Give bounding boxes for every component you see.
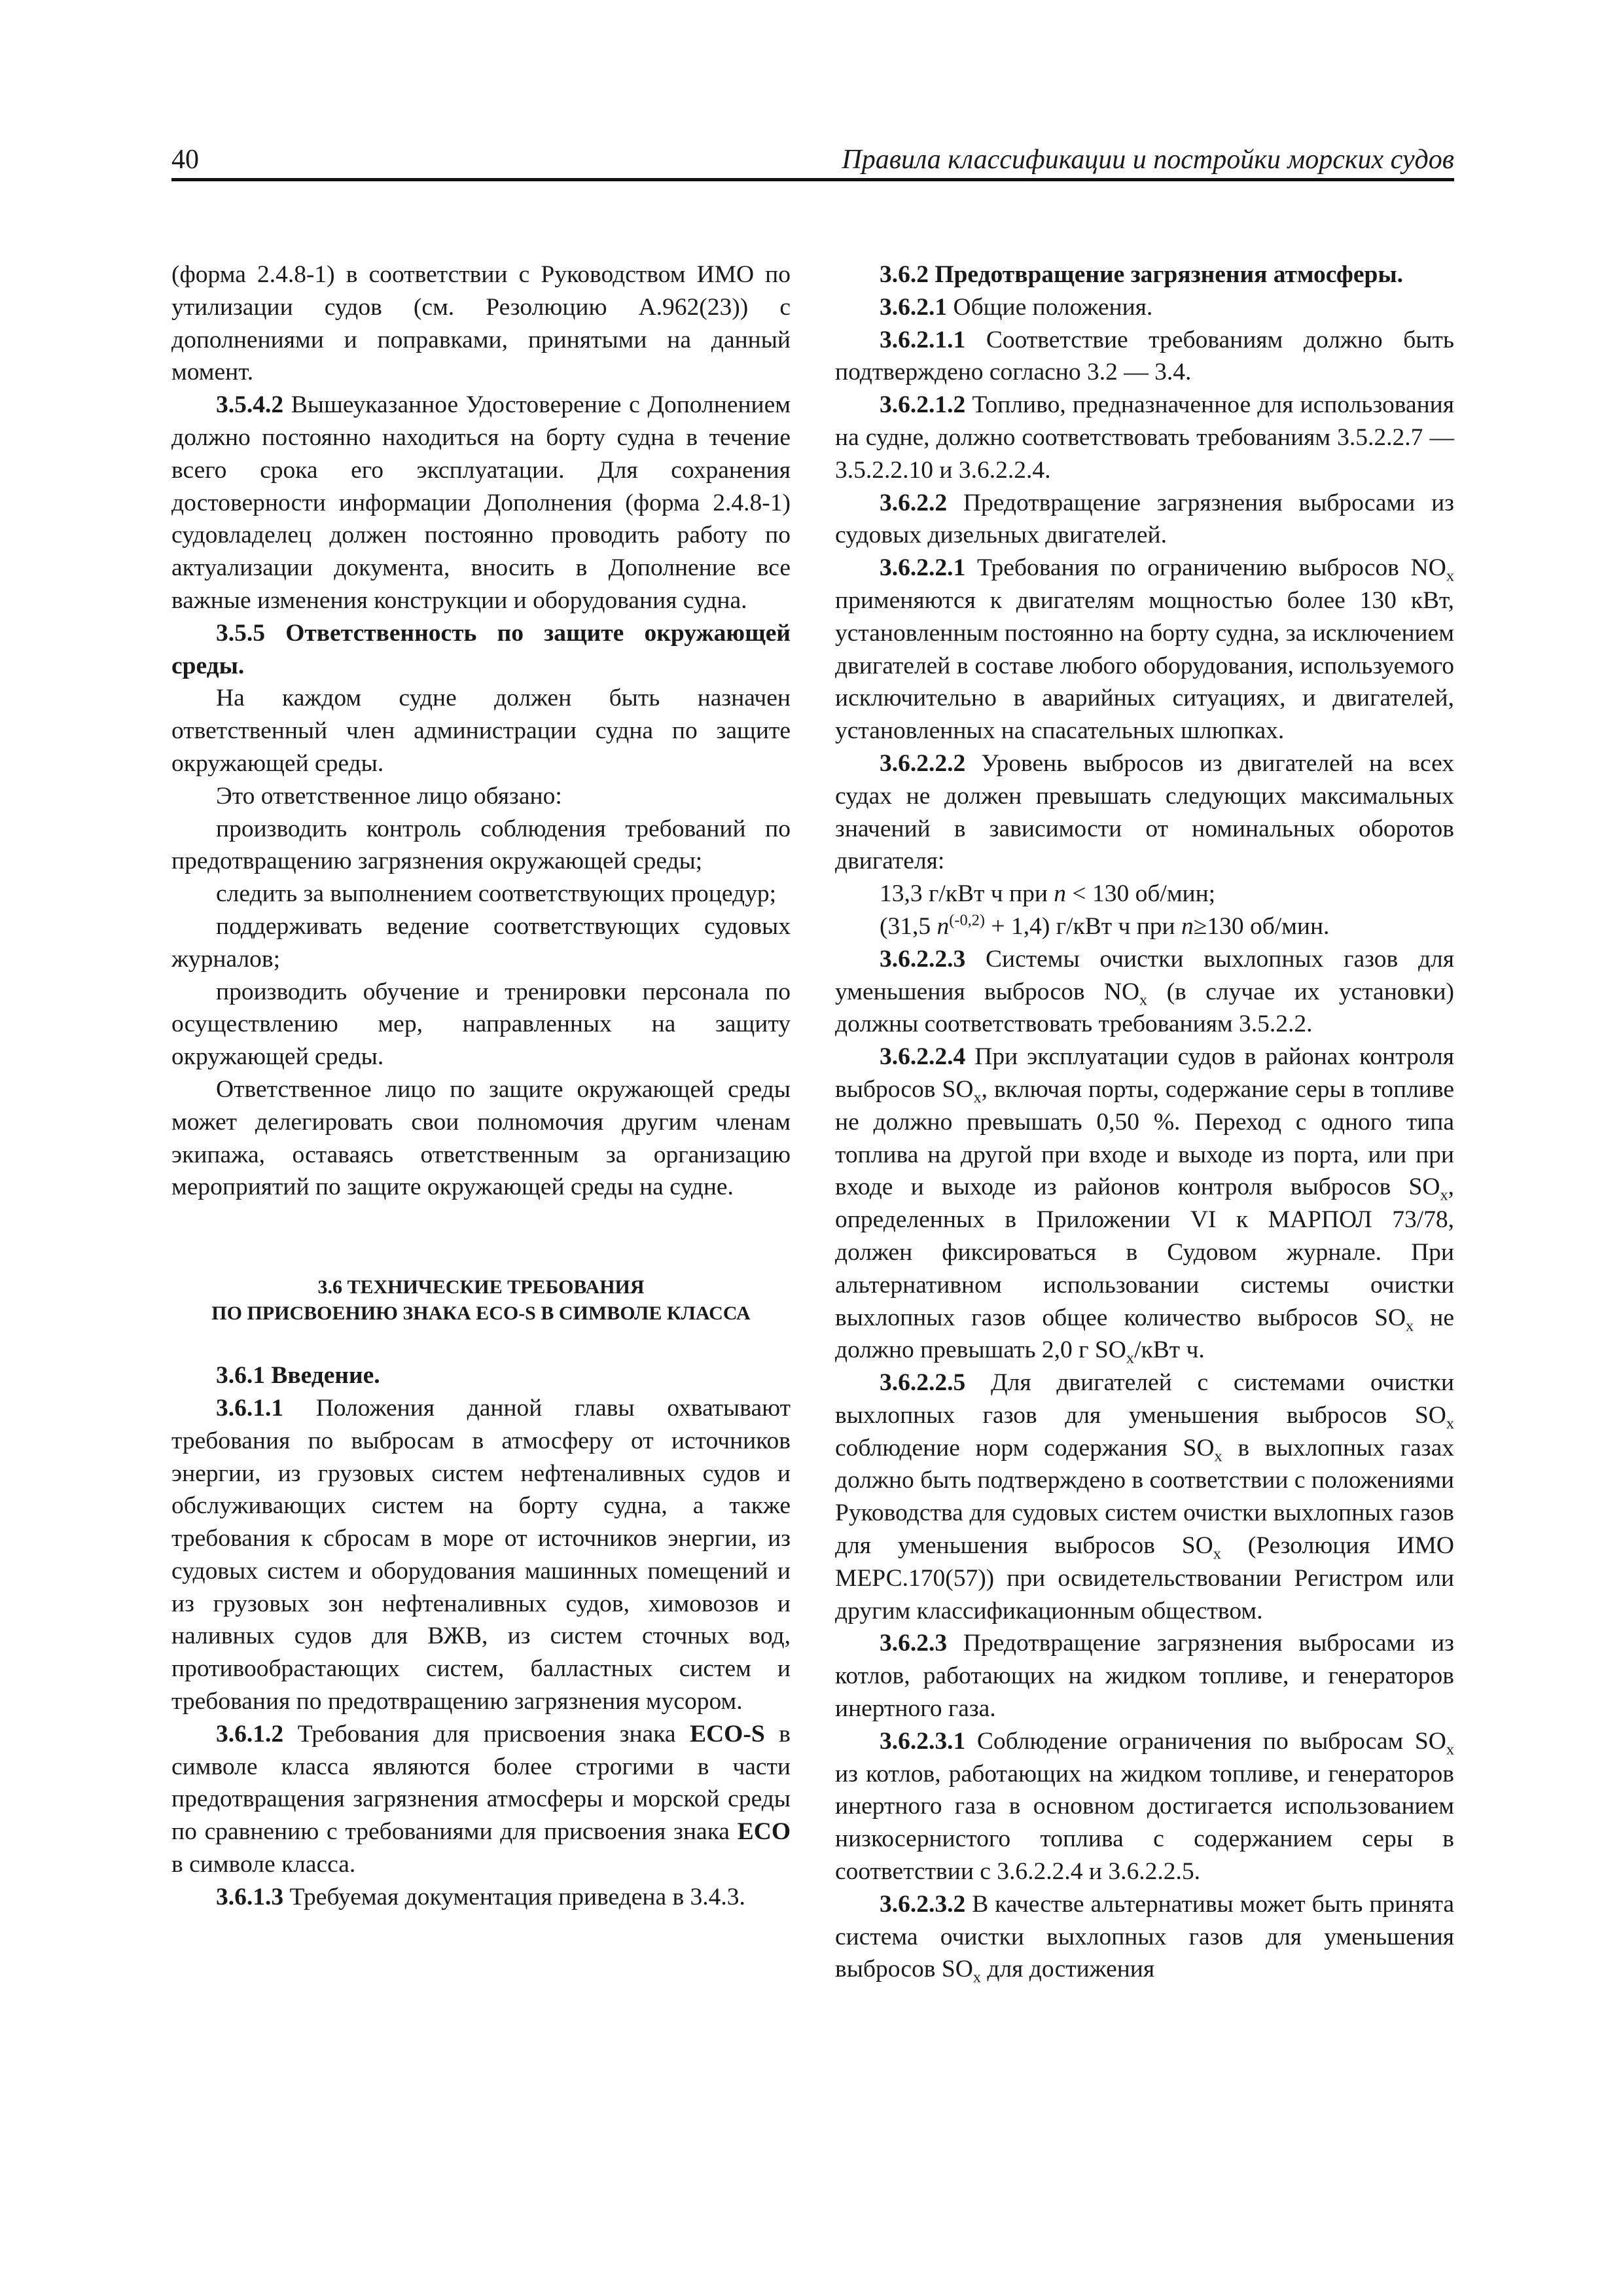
heading-3-6-1: 3.6.1 Введение. [216, 1362, 380, 1390]
clause-number: 3.6.2.2 [880, 489, 948, 516]
page-number: 40 [171, 145, 199, 175]
right-column [835, 259, 1454, 1986]
paragraph-3-6-1-1: 3.6.1.1 Положения данной главы охватывают требования по выбросам в атмосферу от источников энергии, из грузовых систем нефтеналивных судов и обслуживающих систем на борту судна, а также требования к сбросам в море от источников энергии, из судовых систем и оборудования машинных помещений и из грузовых зон нефтеналивных судов, химовозов и наливных судов для ВЖВ, из систем сточных вод, противообрастающих систем, балластных систем и требования по предотвращению загрязнения мусором. [171, 1394, 791, 1715]
heading-3-6-2: 3.6.2 Предотвращение загрязнения атмосферы. [880, 261, 1404, 288]
paragraph-3-6-2-3: 3.6.2.3 Предотвращение загрязнения выбросами из котлов, работающих на жидком топливе, и генераторов инертного газа. [835, 1630, 1454, 1723]
paragraph-3-6-2-1-2: 3.6.2.1.2 Топливо, предназначенное для использования на судне, должно соответствовать требованиям 3.5.2.2.7 — 3.5.2.2.10 и 3.6.2.2.4. [835, 391, 1454, 484]
clause-number: 3.6.2.1 [880, 293, 948, 321]
running-title: Правила классификации и постройки морских судов [842, 145, 1454, 175]
clause-number: 3.6.2.2.2 [880, 749, 966, 777]
clause-number: 3.6.2.2.3 [880, 945, 966, 973]
formula-line-2: (31,5 $n^{(-0,2)} + 1,4$) г/кВт ч при n≥130 об/мин. [880, 911, 1330, 940]
clause-number: 3.6.2.1.1 [880, 326, 966, 353]
paragraph-3-6-2-2-4: 3.6.2.2.4 При эксплуатации судов в районах контроля выбросов $SO_x$, включая порты, содержание серы в топливе не должно превышать 0,50 %. Переход с одного типа топлива на другой при входе и выходе из порта, или при входе и выходе из районов контроля выбросов $SO_x$, определенных в Приложении VI к МАРПОЛ 73/78, должен фиксироваться в Судовом журнале. При альтернативном использовании системы очистки выхлопных газов общее количество выбросов $SO_x$ не должно превышать 2,0 г $SO_x$/кВт ч. [835, 1043, 1455, 1367]
clause-number: 3.6.2.2.1 [880, 554, 966, 582]
left-column [171, 259, 791, 1914]
paragraph-3-6-2-2-2: 3.6.2.2.2 Уровень выбросов из двигателей на всех судах не должен превышать следующих максимальных значений в зависимости от номинальных оборотов двигателя: [835, 749, 1454, 875]
list-item: производить обучение и тренировки персонала по осуществлению мер, направленных на защиту окружающей среды. [171, 978, 791, 1071]
paragraph-3-6-1-3: 3.6.1.3 Требуемая документация приведена в 3.4.3. [216, 1883, 745, 1910]
paragraph: Ответственное лицо по защите окружающей среды может делегировать свои полномочия другим членам экипажа, оставаясь ответственным за организацию мероприятий по защите окружающей среды на судне. [171, 1075, 791, 1201]
clause-number: 3.6.2.3 [880, 1630, 948, 1657]
heading-3-5-5: 3.5.5 Ответственность по защите окружающей среды. [171, 619, 791, 679]
paragraph-3-6-2-2-3: 3.6.2.2.3 Системы очистки выхлопных газов для уменьшения выбросов $NO_x$ (в случае их установки) должны соответствовать требованиям 3.5.2.2. [835, 945, 1454, 1038]
clause-number: 3.6.2.1.2 [880, 391, 966, 419]
clause-number: 3.6.2.2.5 [880, 1369, 966, 1397]
clause-number: 3.6.1.3 [216, 1883, 284, 1910]
clause-number: 3.6.2.2.4 [880, 1043, 966, 1071]
clause-number: 3.6.2.3.2 [880, 1890, 966, 1918]
paragraph-3-6-2-1-1: 3.6.2.1.1 Соответствие требованиям должно быть подтверждено согласно 3.2 — 3.4. [835, 326, 1454, 386]
clause-number: 3.5.4.2 [216, 391, 284, 419]
page-header [171, 139, 1454, 181]
formula-line-1: 13,3 г/кВт ч при n < 130 об/мин; [880, 880, 1216, 908]
clause-number: 3.6.1.2 [216, 1720, 284, 1748]
list-item: поддерживать ведение соответствующих судовых журналов; [171, 912, 791, 973]
paragraph: На каждом судне должен быть назначен ответственный член администрации судна по защите окружающей среды. [171, 685, 791, 777]
paragraph: (форма 2.4.8-1) в соответствии с Руководством ИМО по утилизации судов (см. Резолюцию A.962(23)) с дополнениями и поправками, принятыми на данный момент. [171, 261, 791, 386]
paragraph-3-6-2-3-2: 3.6.2.3.2 В качестве альтернативы может быть принята система очистки выхлопных газов для уменьшения выбросов $SO_x$ для достижения [835, 1890, 1454, 1986]
list-item: производить контроль соблюдения требований по предотвращению загрязнения окружающей среды; [171, 815, 791, 875]
section-heading-3-6: 3.6 ТЕХНИЧЕСКИЕ ТРЕБОВАНИЯ ПО ПРИСВОЕНИЮ ЗНАКА ECO-S В СИМВОЛЕ КЛАССА [211, 1276, 751, 1325]
clause-number: 3.6.1.1 [216, 1394, 284, 1422]
paragraph-3-5-4-2: 3.5.4.2 Вышеуказанное Удостоверение с Дополнением должно постоянно находиться на борту судна в течение всего срока его эксплуатации. Для сохранения достоверности информации Дополнения (форма 2.4.8-1) судовладелец должен постоянно проводить работу по актуализации документа, вносить в Дополнение все важные изменения конструкции и оборудования судна. [171, 391, 791, 614]
clause-number: 3.6.2.3.1 [880, 1727, 966, 1755]
paragraph-3-6-2-3-1: 3.6.2.3.1 Соблюдение ограничения по выбросам $SO_x$ из котлов, работающих на жидком топливе, и генераторов инертного газа в основном достигается использованием низкосернистого топлива с содержанием серы в соответствии с 3.6.2.2.4 и 3.6.2.2.5. [835, 1727, 1454, 1886]
paragraph: Это ответственное лицо обязано: [216, 782, 562, 810]
paragraph-3-6-2-2-1: 3.6.2.2.1 Требования по ограничению выбросов $NO_x$ применяются к двигателям мощностью более 130 кВт, установленным постоянно на борту судна, за исключением двигателей в составе любого оборудования, используемого исключительно в аварийных ситуациях, и двигателей, установленных на спасательных шлюпках. [835, 554, 1454, 745]
paragraph-3-6-2-2: 3.6.2.2 Предотвращение загрязнения выбросами из судовых дизельных двигателей. [835, 489, 1454, 549]
list-item: следить за выполнением соответствующих процедур; [216, 880, 776, 908]
paragraph-3-6-1-2: 3.6.1.2 Требования для присвоения знака ECO-S в символе класса являются более строгими в части предотвращения загрязнения атмосферы и морской среды по сравнению с требованиями для присвоения знака ECO в символе класса. [171, 1720, 791, 1878]
paragraph-3-6-2-1: 3.6.2.1 Общие положения. [880, 293, 1153, 321]
paragraph-3-6-2-2-5: 3.6.2.2.5 Для двигателей с системами очистки выхлопных газов для уменьшения выбросов $SO_x$ соблюдение норм содержания $SO_x$ в выхлопных газах должно быть подтверждено в соответствии с положениями Руководства для судовых систем очистки выхлопных газов для уменьшения выбросов $SO_x$ (Резолюция ИМО МЕРС.170(57)) при освидетельствовании Регистром или другим классификационным обществом. [835, 1369, 1455, 1624]
